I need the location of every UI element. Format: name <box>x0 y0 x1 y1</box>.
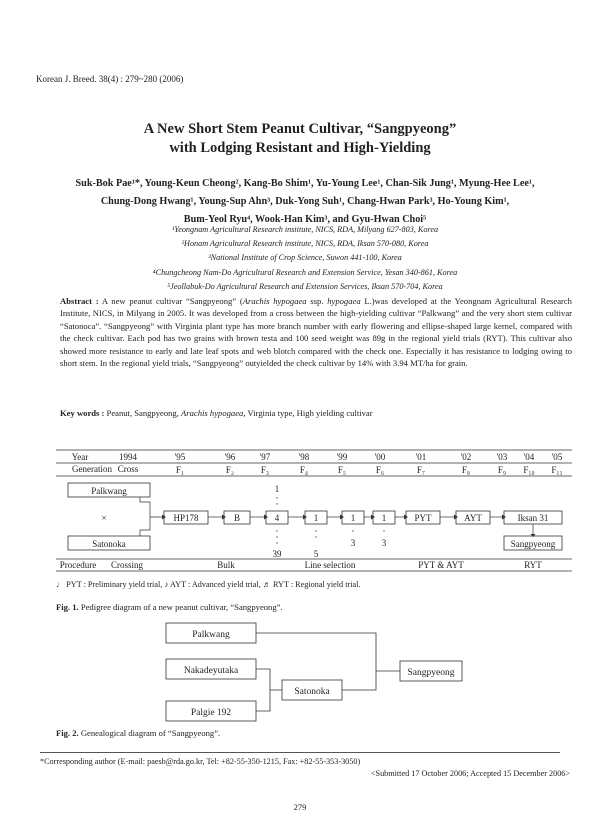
correspondence-footnote: *Corresponding author (E-mail: paesb@rda.go.kr, Tel: +82-55-350-1215, Fax: +82-55-353-3050) <box>40 757 361 766</box>
figure1-caption <box>56 602 283 612</box>
generation-f9: F₉ <box>497 465 507 475</box>
cross-mark: × <box>101 513 107 523</box>
author-line-3: Bum-Yeol Ryu⁴, Wook-Han Kim³, and Gyu-Hwan Choi⁵ <box>183 214 427 225</box>
genealogical-diagram <box>0 615 600 725</box>
year-04: '04 <box>523 452 535 462</box>
node-nakadeyutaka: Nakadeyutaka <box>183 666 239 676</box>
affiliation-3: ³National Institute of Crop Science, Suwon 441-100, Korea <box>208 253 402 263</box>
keywords <box>60 408 572 418</box>
label-sangpyeong: Sangpyeong <box>510 539 556 549</box>
keywords-sci: Arachis hypogaea <box>181 408 244 418</box>
year-99: '99 <box>336 452 348 462</box>
procedure-crossing: Crossing <box>110 560 144 570</box>
connector-cross <box>140 497 162 517</box>
generation-f2: F₂ <box>225 465 235 475</box>
label-1b: 1 <box>350 513 356 523</box>
year-05: '05 <box>551 452 563 462</box>
label-1c: 1 <box>381 513 387 523</box>
count-3b: 3 <box>381 538 387 548</box>
footnote-rule <box>40 752 560 753</box>
node-sangpyeong: Sangpyeong <box>407 668 455 678</box>
figure2-caption-text: Genealogical diagram of “Sangpyeong”. <box>78 728 221 738</box>
year-03: '03 <box>496 452 508 462</box>
year-98: '98 <box>298 452 310 462</box>
author-line-2: Chung-Dong Hwang¹, Young-Sup Ahn³, Duk-Yong Suh¹, Chang-Hwan Park³, Ho-Young Kim¹, <box>100 196 510 207</box>
figure2-caption-label: Fig. 2. <box>56 728 79 738</box>
label-iksan31: Iksan 31 <box>517 513 549 523</box>
note-ryt: ♬ RYT : Regional yield trial. <box>262 580 361 589</box>
abstract-label: Abstract : <box>60 296 99 306</box>
generation-f6: F₆ <box>375 465 385 475</box>
page-number: 279 <box>293 802 307 812</box>
year-96: '96 <box>224 452 236 462</box>
paper-title <box>0 120 600 158</box>
generation-label: Generation <box>72 464 112 474</box>
affiliation-5: ⁵Jeollabuk-Do Agricultural Research and Extension Services, Iksan 570-704, Korea <box>167 281 443 291</box>
year-97: '97 <box>259 452 271 462</box>
count-top: 1 <box>274 484 280 494</box>
link-satonoka-sangpyeong <box>342 671 376 690</box>
submission-dates: <Submitted 17 October 2006; Accepted 15 December 2006> <box>370 769 570 778</box>
label-ayt: AYT <box>464 513 482 523</box>
label-b: B <box>233 513 241 523</box>
procedure-ryt: RYT <box>524 560 542 570</box>
label-1a: 1 <box>313 513 319 523</box>
author-line-1: Suk-Bok Pae¹*, Young-Keun Cheong², Kang-Bo Shim¹, Yu-Young Lee¹, Chan-Sik Jung¹, Myung-Hee Lee¹, <box>75 178 535 189</box>
note-pyt: ♩ PYT : Preliminary yield trial, <box>56 580 163 589</box>
year-01: '01 <box>415 452 427 462</box>
affiliation-2: ²Honam Agricultural Research institute, NICS, RDA, Iksan 570-080, Korea <box>181 239 429 249</box>
procedure-bulk: Bulk <box>217 560 235 570</box>
abstract-text-1: A new peanut cultivar “Sangpyeong” ( <box>101 296 243 306</box>
abstract <box>60 295 572 369</box>
generation-f11: F₁₁ <box>551 465 563 475</box>
title-line-1: A New Short Stem Peanut Cultivar, “Sangpyeong” <box>143 121 457 137</box>
node-palgie192: Palgie 192 <box>190 708 232 718</box>
link-nakadeyutaka-satonoka <box>256 669 282 690</box>
generation-cross: Cross <box>117 464 139 474</box>
affiliations <box>40 223 570 294</box>
parent-palkwang: Palkwang <box>91 486 127 496</box>
label-pyt: PYT <box>414 513 432 523</box>
journal-reference: Korean J. Breed. 38(4) : 279~280 (2006) <box>36 74 184 84</box>
year-label: Year <box>71 452 89 462</box>
keywords-label: Key words : <box>60 408 105 418</box>
node-palkwang: Palkwang <box>192 630 230 640</box>
figure1-caption-text: Pedigree diagram of a new peanut cultivar, “Sangpyeong”. <box>78 602 283 612</box>
generation-f5: F₅ <box>337 465 347 475</box>
abstract-sci-2: hypogaea <box>327 296 361 306</box>
generation-f4: F₄ <box>299 465 309 475</box>
abstract-text-2: ssp. <box>306 296 328 306</box>
parent-satonoka: Satonoka <box>92 539 126 549</box>
title-line-2: with Lodging Resistant and High-Yielding <box>169 140 431 156</box>
generation-f3: F₃ <box>260 465 270 475</box>
figure2-caption <box>56 728 220 738</box>
count-39: 39 <box>272 549 282 559</box>
arrowhead-10 <box>531 534 536 537</box>
year-02: '02 <box>460 452 472 462</box>
generation-f7: F₇ <box>416 465 426 475</box>
affiliation-4: ⁴Chungcheong Nam-Do Agricultural Research and Extension Service, Yesan 340-861, Korea <box>152 267 458 277</box>
procedure-label: Procedure <box>59 560 97 570</box>
year-00: '00 <box>374 452 386 462</box>
link-palkwang-sangpyeong <box>256 633 400 671</box>
figure1-notes <box>56 580 360 589</box>
keywords-text-2: , Virginia type, High yielding cultivar <box>243 408 373 418</box>
keywords-text-1: Peanut, Sangpyeong, <box>104 408 182 418</box>
generation-f1: F₁ <box>175 465 185 475</box>
year-1994: 1994 <box>119 452 137 462</box>
generation-f8: F₈ <box>461 465 471 475</box>
author-list <box>40 175 570 229</box>
pedigree-diagram <box>0 440 600 580</box>
affiliation-1: ¹Yeongnam Agricultural Research institute, NICS, RDA, Milyang 627-803, Korea <box>171 225 439 234</box>
link-palgie-satonoka <box>256 690 270 711</box>
procedure-pyt-ayt: PYT & AYT <box>418 560 464 570</box>
label-4: 4 <box>274 513 280 523</box>
note-ayt: ♪ AYT : Advanced yield trial, <box>164 580 261 589</box>
label-hp178: HP178 <box>173 513 199 523</box>
count-5: 5 <box>313 549 319 559</box>
figure1-caption-label: Fig. 1. <box>56 602 79 612</box>
count-3a: 3 <box>350 538 356 548</box>
node-satonoka: Satonoka <box>294 687 330 697</box>
generation-f10: F₁₀ <box>523 465 535 475</box>
abstract-sci-1: Arachis hypogaea <box>242 296 307 306</box>
year-95: '95 <box>174 452 186 462</box>
connector-cross-lower <box>140 517 150 536</box>
procedure-line-selection: Line selection <box>304 560 356 570</box>
abstract-text-3: L.)was developed at the Yeongnam Agricultural Research Institute, NICS, in Milyang in 2005. It was developed from a cross between the high-yielding cultivar “Palkwang” and the very short stem cultivar “Satonoca”. “Sangpyeong” with Virginia plant type has more branch number with early flowering and ellipse-shaped large kernel, compared with the check cultivar. Each pod has two grains with brown testa and 100 seed weight was 89g in the regional yield trials (RYT). This cultivar also showed more resistance to early and late leaf spots and web blotch compared with the check one. Especially it has resistance to lodging owing to short stem. In the regional yield trials, “Sangpyeong” outyielded the check cultivar by 14% with 3.94 MT/ha for grain. <box>60 296 572 369</box>
